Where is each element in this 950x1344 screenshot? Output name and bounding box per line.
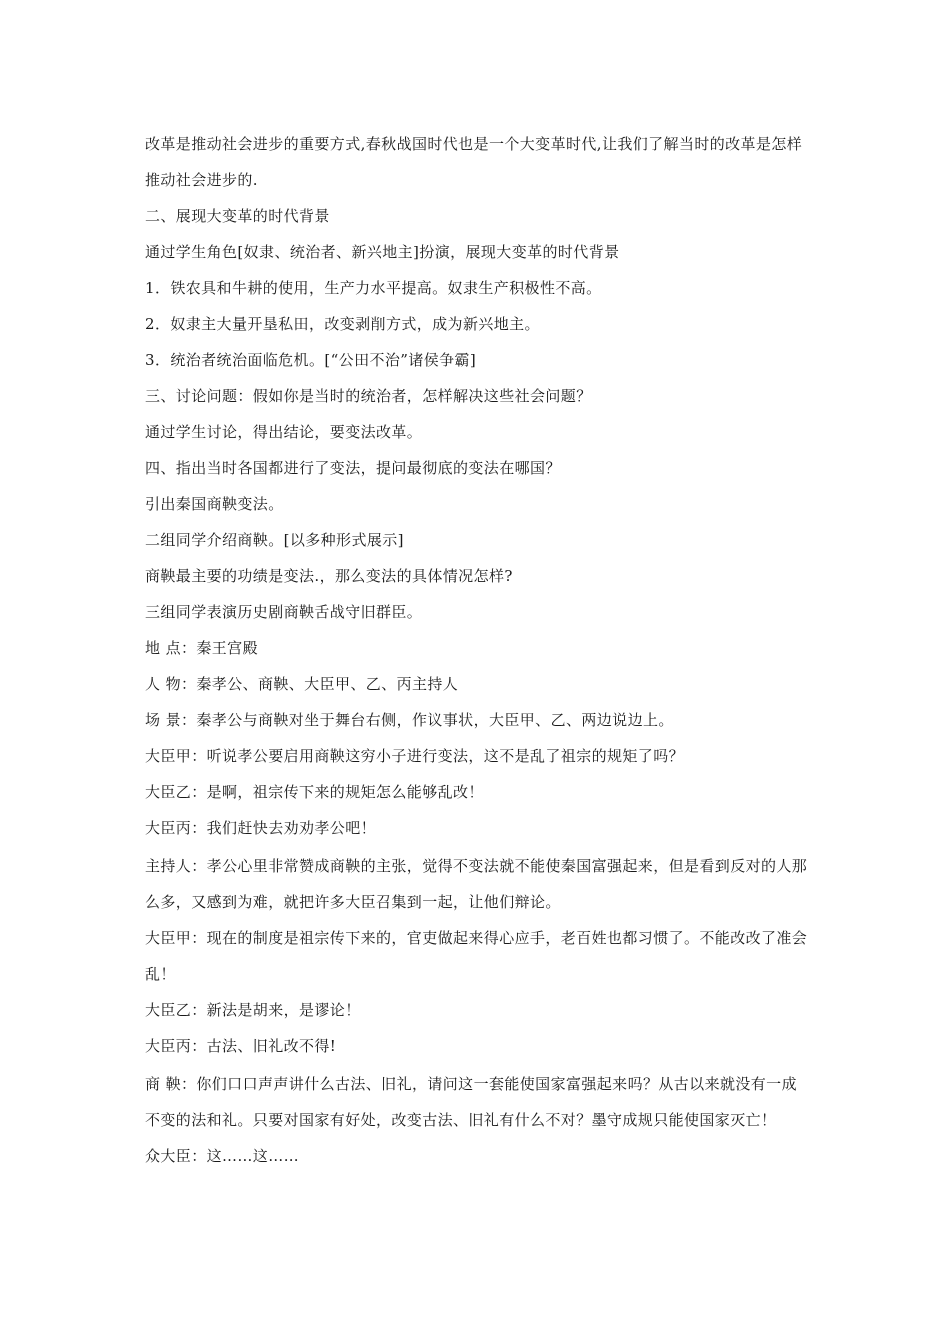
play-location: 地 点：秦王宫殿 bbox=[145, 639, 258, 657]
intro-paragraph: 改革是推动社会进步的重要方式,春秋战国时代也是一个大变革时代,让我们了解当时的改革是怎样推动社会进步的. bbox=[145, 135, 803, 189]
paragraph: 二组同学介绍商鞅。[以多种形式展示] bbox=[145, 531, 404, 549]
dialogue-line: 众大臣：这……这…… bbox=[145, 1147, 300, 1165]
section-heading-2: 二、展现大变革的时代背景 bbox=[145, 207, 330, 225]
dialogue-line: 商 鞅：你们口口声声讲什么古法、旧礼，请问这一套能使国家富强起来吗？从古以来就没有一成不变的法和礼。只要对国家有好处，改变古法、旧礼有什么不对？墨守成规只能使国家灭亡！ bbox=[145, 1075, 797, 1129]
list-item-3: 3．统治者统治面临危机。[“公田不治”诸侯争霸] bbox=[145, 351, 477, 369]
dialogue-line: 大臣乙：新法是胡来，是谬论！ bbox=[145, 1001, 361, 1019]
dialogue-line: 大臣丙：古法、旧礼改不得! bbox=[145, 1037, 337, 1055]
section-heading-4: 四、指出当时各国都进行了变法，提问最彻底的变法在哪国？ bbox=[145, 459, 561, 477]
paragraph: 通过学生讨论，得出结论，要变法改革。 bbox=[145, 423, 423, 441]
list-item-1: 1．铁农具和牛耕的使用，生产力水平提高。奴隶生产积极性不高。 bbox=[145, 279, 602, 297]
section-heading-3: 三、讨论问题：假如你是当时的统治者，怎样解决这些社会问题？ bbox=[145, 387, 592, 405]
dialogue-line: 大臣丙：我们赶快去劝劝孝公吧！ bbox=[145, 819, 377, 837]
dialogue-line: 主持人：孝公心里非常赞成商鞅的主张，觉得不变法就不能使秦国富强起来，但是看到反对的人那么多，又感到为难，就把许多大臣召集到一起，让他们辩论。 bbox=[145, 857, 808, 911]
dialogue-line: 大臣甲：现在的制度是祖宗传下来的，官吏做起来得心应手，老百姓也都习惯了。不能改改了准会乱！ bbox=[145, 929, 808, 983]
paragraph: 通过学生角色[奴隶、统治者、新兴地主]扮演，展现大变革的时代背景 bbox=[145, 243, 620, 261]
paragraph: 引出秦国商鞅变法。 bbox=[145, 495, 284, 513]
list-item-2: 2．奴隶主大量开垦私田，改变剥削方式，成为新兴地主。 bbox=[145, 315, 540, 333]
document-body bbox=[145, 122, 810, 1182]
play-characters: 人 物：秦孝公、商鞅、大臣甲、乙、丙主持人 bbox=[145, 675, 459, 693]
dialogue-line: 大臣甲：听说孝公要启用商鞅这穷小子进行变法，这不是乱了祖宗的规矩了吗？ bbox=[145, 747, 685, 765]
paragraph: 商鞅最主要的功绩是变法.，那么变法的具体情况怎样? bbox=[145, 567, 513, 585]
dialogue-line: 大臣乙：是啊，祖宗传下来的规矩怎么能够乱改！ bbox=[145, 783, 484, 801]
play-scene: 场 景：秦孝公与商鞅对坐于舞台右侧，作议事状，大臣甲、乙、两边说边上。 bbox=[145, 711, 674, 729]
paragraph: 三组同学表演历史剧商鞅舌战守旧群臣。 bbox=[145, 603, 423, 621]
